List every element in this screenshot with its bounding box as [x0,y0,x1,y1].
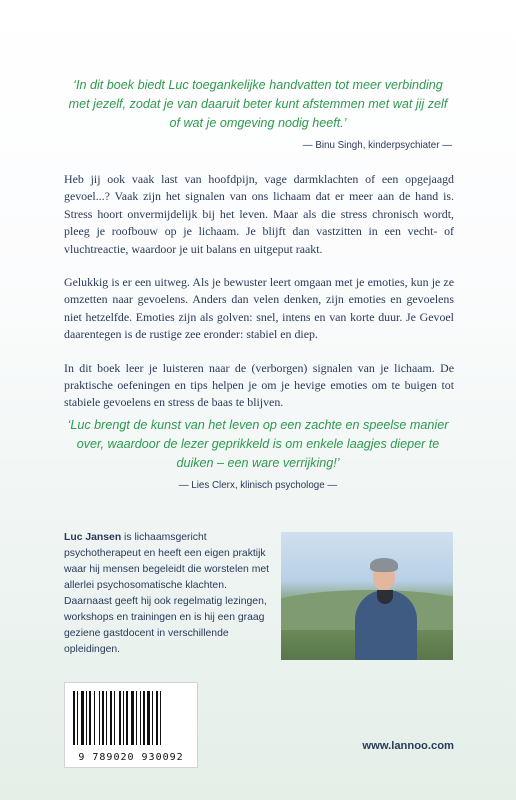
blurb-paragraph-3: In dit boek leer je luisteren naar de (verborgen) signalen van je lichaam. De praktische oefeningen en tips helpen je om je hevige emoties om te buigen tot stabiele gevoelens en stress de baas te blijven. [64,360,454,410]
author-photo [281,532,453,660]
isbn-number: 9 789020 930092 [78,752,184,763]
blurb-paragraph-1: Heb jij ook vaak last van hoofdpijn, vage darmklachten of een opgejaagd gevoel...? Vaak zijn het signalen van ons lichaam dat er meer aan de hand is. Stress hoort onvermijdelijk bij het leven. Maar als die stress chronisch wordt, pleeg je roofbouw op je lichaam. Je blijft dan vastzitten in een vecht- of vluchtreactie, waardoor je uit balans en uitgeput raakt. [64,172,454,256]
endorsement-quote-1 [64,76,452,153]
endorsement-quote-2 [64,416,452,493]
isbn-barcode [64,682,198,768]
quote-1-text: ‘In dit boek biedt Luc toegankelijke handvatten tot meer verbinding met jezelf, zodat je van daaruit beter kunt afstemmen met wat jij zelf of wat je omgeving nodig heeft.’ [68,78,448,130]
quote-2-author: — Lies Clerx, klinisch psychologe — [178,480,338,491]
blurb [64,171,454,428]
author-bio-text: is lichaamsgericht psychotherapeut en heeft een eigen praktijk waar hij mensen begeleidt die worstelen met allerlei psychosomatische klachten. Daarnaast geeft hij ook regelmatig lezingen, workshops en trainingen en is hij een graag geziene gastdocent in verschillende opleidingen. [64,532,270,655]
quote-1-author: — Binu Singh, kinderpsychiater — [302,140,452,151]
author-bio [64,530,274,658]
blurb-paragraph-2: Gelukkig is er een uitweg. Als je bewuster leert omgaan met je emoties, kun je ze omzetten naar gevoelens. Anders dan velen denken, zijn emoties en gevoelens niet hetzelfde. Emoties zijn als golven: snel, intens en van korte duur. Je Gevoel daarentegen is de rustige zee eronder: stabiel en diep. [64,275,454,342]
publisher-website[interactable]: www.lannoo.com [362,740,454,752]
quote-2-text: ‘Luc brengt de kunst van het leven op een zachte en speelse manier over, waardoor de lezer geprikkeld is om enkele laagjes dieper te duiken – een ware verrijking!’ [67,418,449,470]
barcode-bars [73,691,189,745]
author-name: Luc Jansen [64,532,122,543]
